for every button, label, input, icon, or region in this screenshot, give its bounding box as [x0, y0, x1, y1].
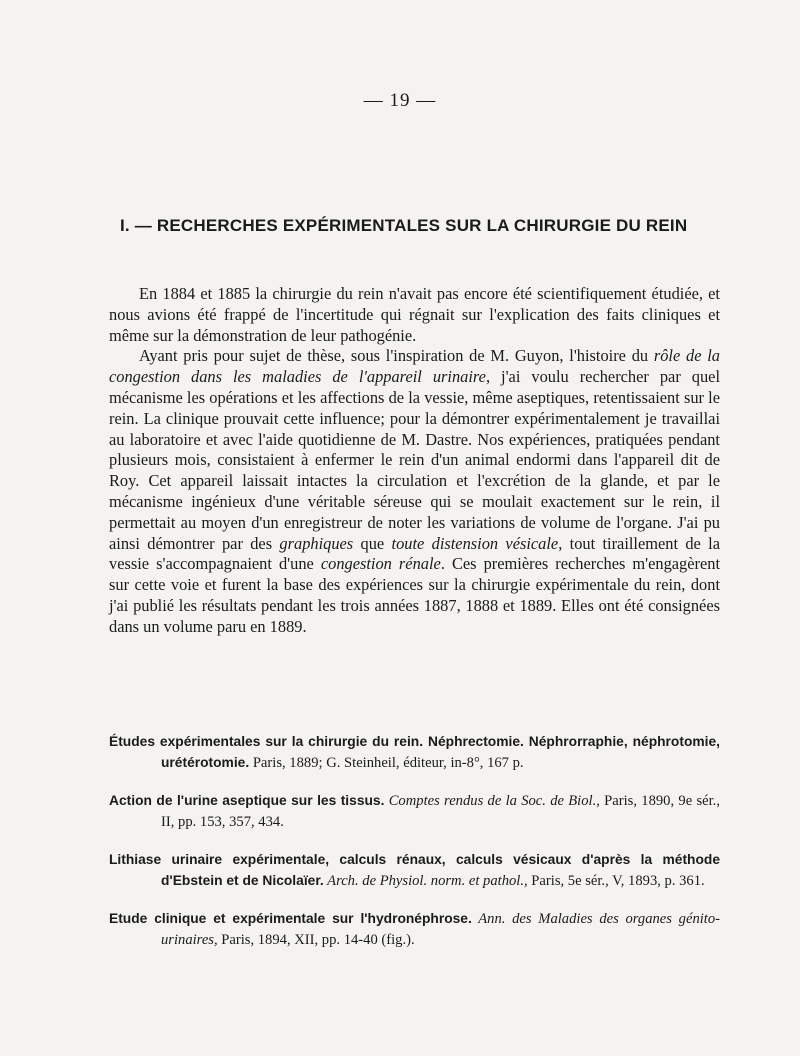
bibliography-journal: Arch. de Physiol. norm. et pathol., — [323, 872, 528, 889]
bibliography-journal: Comptes rendus de la Soc. de Biol., — [384, 793, 600, 809]
bibliography-details: Paris, 1889; G. Steinheil, éditeur, in-8°, 167 p. — [249, 754, 524, 771]
bibliography-title: Action de l'urine aseptique sur les tissus. — [109, 793, 385, 808]
section-heading: I. — RECHERCHES EXPÉRIMENTALES SUR LA CHIRURGIE DU REIN — [120, 216, 688, 235]
paragraph-2-text-a: Ayant pris pour sujet de thèse, sous l'inspiration de M. Guyon, l'histoire du — [139, 346, 654, 366]
bibliography-title: Études expérimentales sur la chirurgie du rein. Néphrectomie. Néphrorraphie, néphrotomie, urétérotomie. — [109, 734, 720, 770]
paragraph-2-emphasis-2: graphiques — [279, 533, 354, 553]
bibliography-entry — [109, 909, 720, 950]
page-number: — 19 — — [363, 90, 437, 111]
bibliography-details: Paris, 1890, 9e sér., II, pp. 153, 357, 434. — [161, 793, 720, 830]
paragraph-2-text-e: . Ces premières recherches m'engagèrent sur cette voie et furent la base des expériences sur la chirurgie expérimentale du rein, dont j'ai publié les résultats pendant les trois années 1887, 1888 et 1889. Elles ont été consignées dans un volume paru en 1889. — [109, 554, 720, 636]
paragraph-2 — [109, 346, 720, 637]
paragraph-2-text-d: , tout tiraillement de la vessie s'accompagnaient d'une — [109, 533, 720, 574]
paragraph-2-emphasis-1: rôle de la congestion dans les maladies de l'appareil urinaire — [109, 346, 720, 387]
bibliography-entry — [109, 791, 720, 832]
paragraph-2-text-c: que — [353, 533, 392, 553]
bibliography-details: Paris, 5e sér., V, 1893, p. 361. — [527, 872, 705, 889]
paragraph-2-emphasis-4: congestion rénale — [320, 554, 441, 574]
paragraph-2-text-b: , j'ai voulu rechercher par quel mécanisme les opérations et les affections de la vessie, même aseptiques, retentissaient sur le rein. La clinique prouvait cette influence; pour la démontrer expérimentalement je travaillai au laboratoire et avec l'aide quotidienne de M. Dastre. Nos expériences, pratiquées pendant plusieurs mois, consistaient à enfermer le rein d'un animal endormi dans l'appareil dit de Roy. Cet appareil laissait intactes la circulation et l'excrétion de la glande, et par le mécanisme ingénieux d'une véritable séreuse qui se moulait exactement sur le rein, il permettait au moyen d'un enregistreur de noter les variations de volume de l'organe. J'ai pu ainsi démontrer par des — [109, 367, 721, 553]
bibliography — [109, 732, 720, 968]
paragraph-1: En 1884 et 1885 la chirurgie du rein n'avait pas encore été scientifiquement étudiée, et nous avions été frappé de l'incertitude qui régnait sur l'explication des faits cliniques et même sur la démonstration de leur pathogénie. — [109, 284, 720, 345]
paragraph-2-emphasis-3: toute distension vésicale — [391, 533, 559, 553]
bibliography-journal: Ann. des Maladies des organes génito-urinaires, — [161, 911, 721, 948]
bibliography-details: Paris, 1894, XII, pp. 14-40 (fig.). — [217, 931, 415, 948]
bibliography-title: Lithiase urinaire expérimentale, calculs rénaux, calculs vésicaux d'après la méthode d'Ebstein et de Nicolaïer. — [109, 852, 720, 888]
bibliography-entry — [109, 732, 720, 773]
body-text — [109, 284, 720, 638]
bibliography-title: Etude clinique et expérimentale sur l'hydronéphrose. — [109, 911, 472, 926]
bibliography-entry — [109, 850, 720, 891]
